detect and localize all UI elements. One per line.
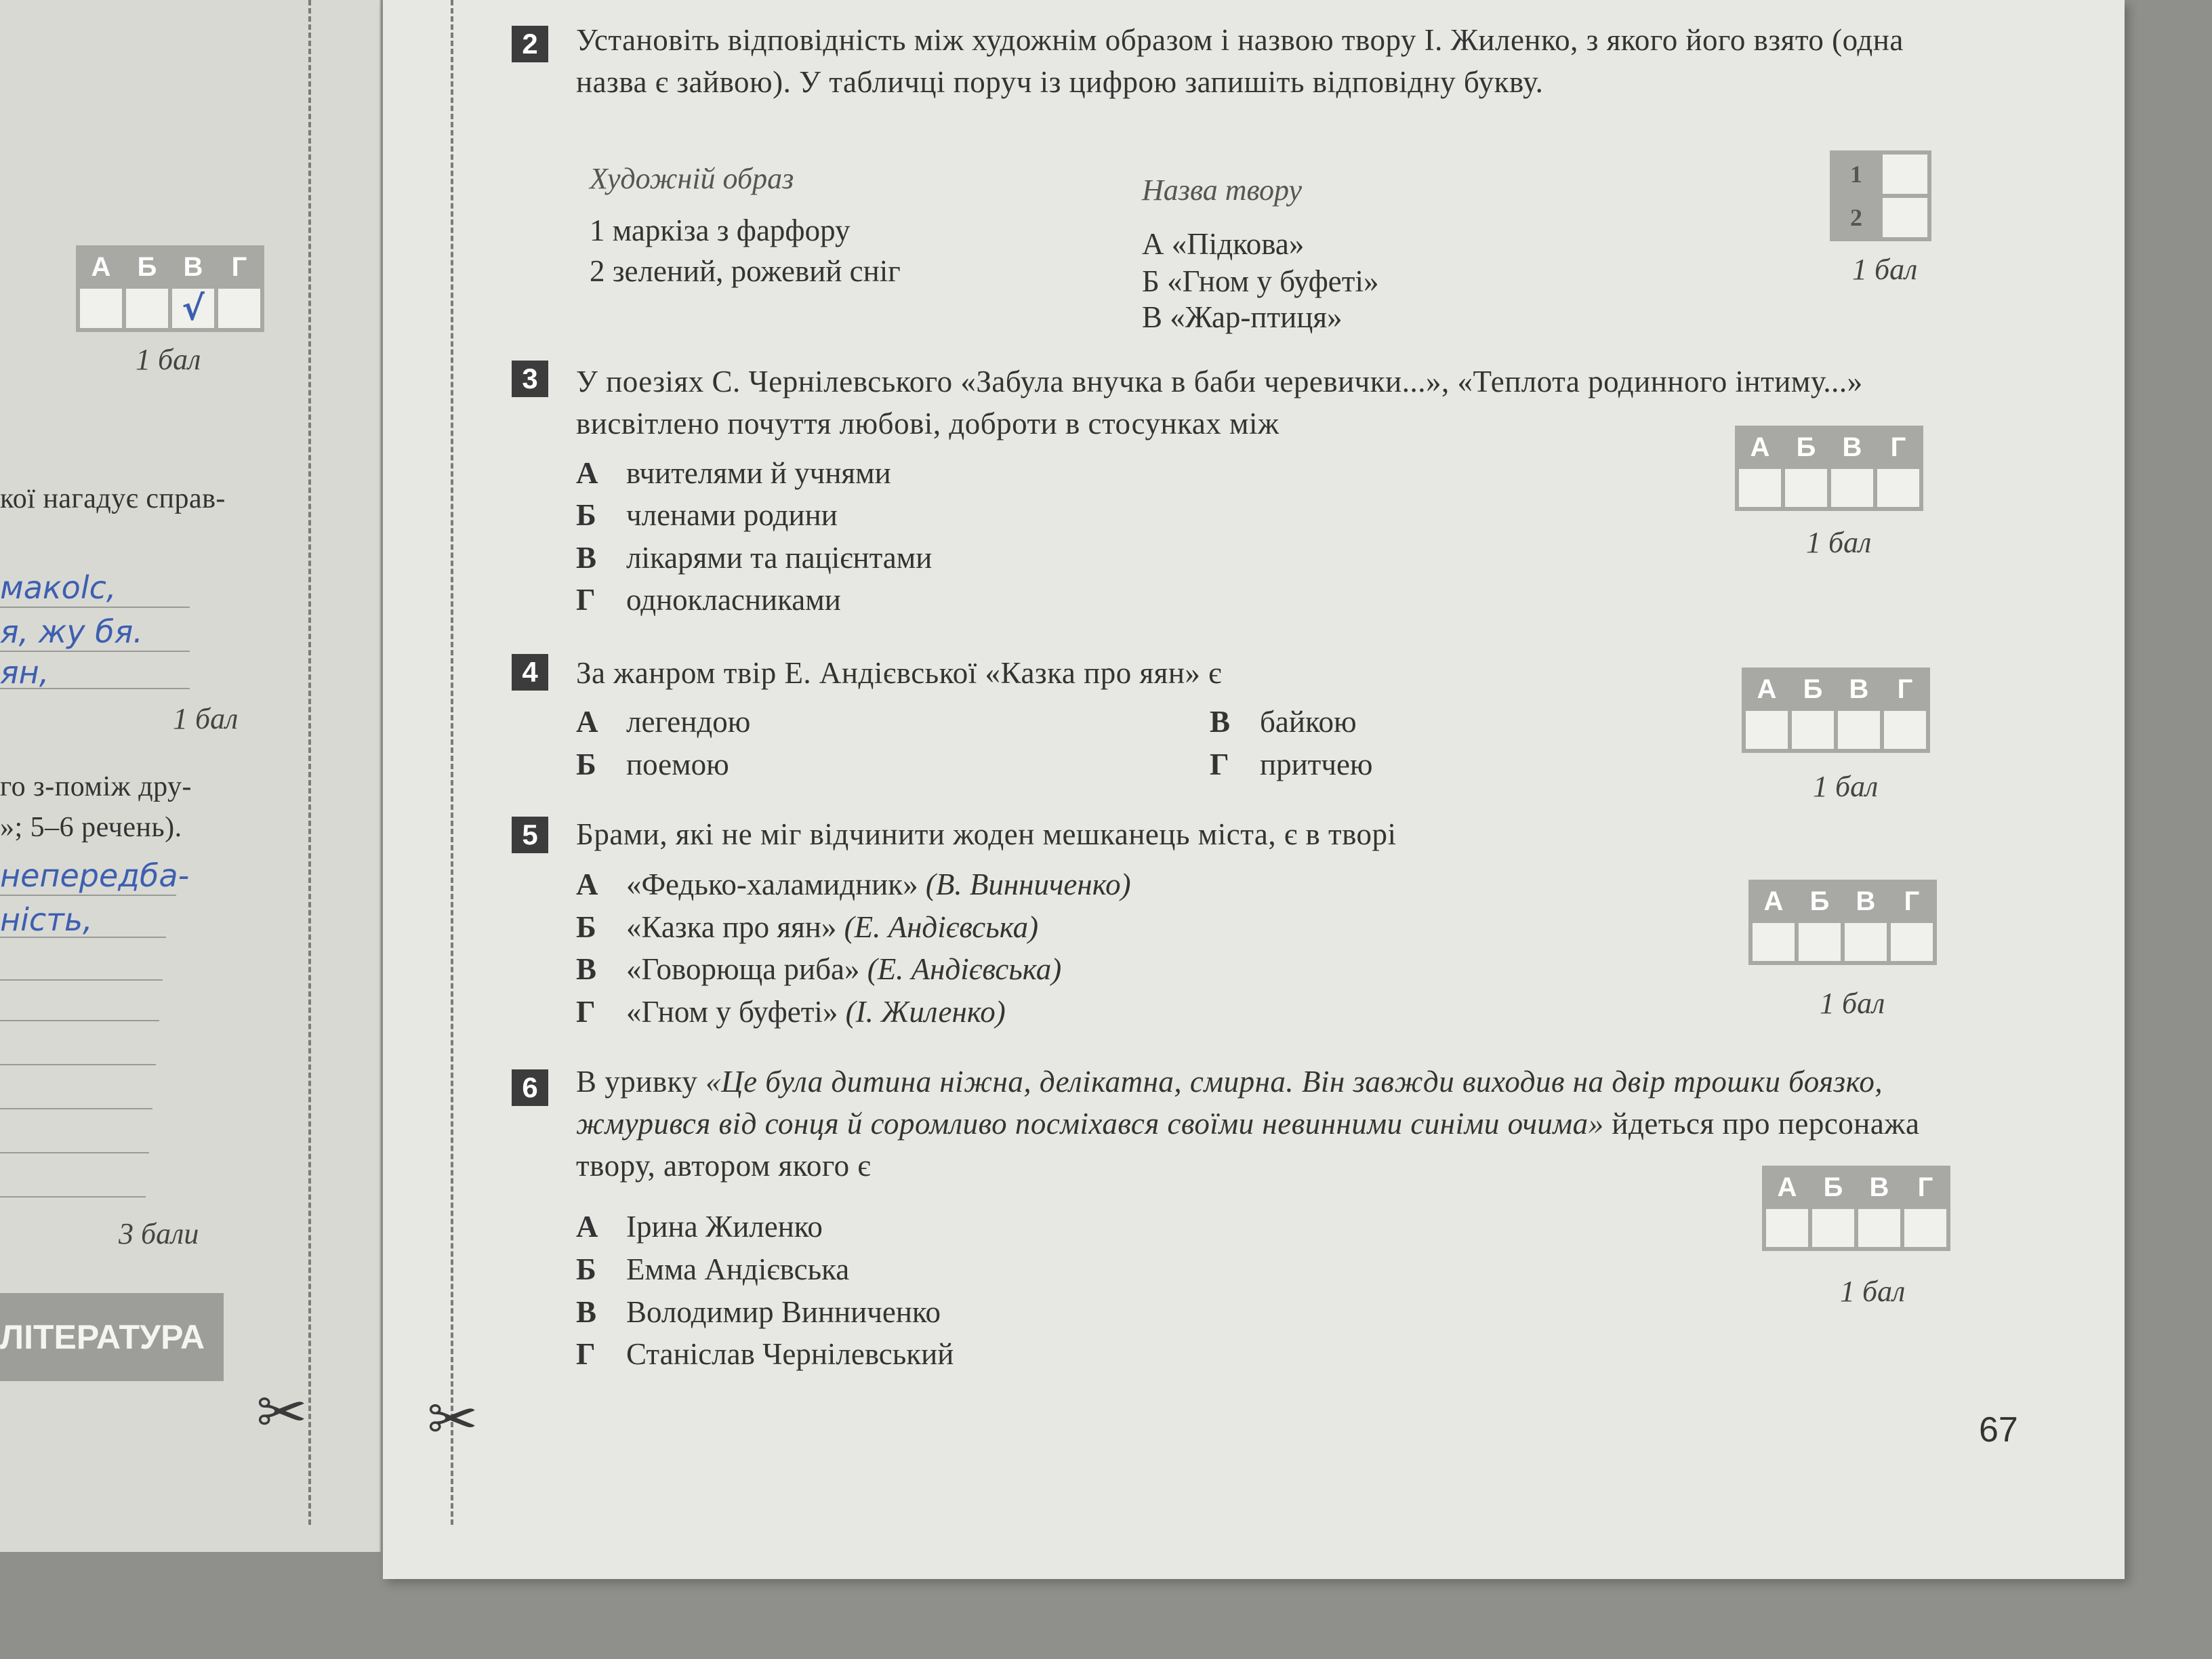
- score-label: 1 бал: [1852, 253, 1918, 286]
- option-a: А «Федько-халамидник» (В. Винниченко): [576, 867, 1131, 901]
- answer-line: [0, 1196, 146, 1197]
- score-label: 1 бал: [1840, 1275, 1906, 1308]
- scissors-icon: ✂: [427, 1384, 478, 1455]
- grid-letter: А: [1737, 428, 1783, 467]
- answer-grid: [1748, 880, 1937, 965]
- match-item: 2 зелений, рожевий сніг: [590, 254, 901, 288]
- text-fragment: го з-поміж дру-: [0, 771, 192, 802]
- option-a: А легендою: [576, 705, 751, 739]
- section-tab: ЛІТЕРАТУРА: [0, 1293, 224, 1381]
- option-a: А вчителями й учнями: [576, 456, 891, 490]
- answer-box[interactable]: [1881, 152, 1929, 196]
- answer-box[interactable]: [1875, 467, 1921, 509]
- score-label: 1 бал: [1813, 770, 1879, 803]
- grid-letter: А: [1764, 1168, 1810, 1207]
- option-g: Г «Гном у буфеті» (І. Жиленко): [576, 995, 1006, 1029]
- match-item: Б «Гном у буфеті»: [1142, 264, 1379, 298]
- answer-box[interactable]: [1783, 467, 1829, 509]
- question-number: 5: [512, 817, 548, 853]
- grid-letter: В: [1836, 670, 1882, 709]
- grid-letter: В: [170, 247, 216, 287]
- text-fragment: кої нагадує справ-: [0, 483, 226, 514]
- question-text: У поезіях С. Чернілевського «Забула внучка в баби черевички...», «Теплота родинного інтиму...» висвітлено почуття любові, доброти в стосунках між: [576, 365, 1863, 441]
- answer-box[interactable]: [1797, 921, 1843, 963]
- answer-box[interactable]: [78, 287, 124, 330]
- grid-letter: Г: [1882, 670, 1928, 709]
- answer-box[interactable]: [1829, 467, 1875, 509]
- text-fragment: »; 5–6 речень).: [0, 812, 182, 843]
- option-v: В байкою: [1210, 705, 1357, 739]
- page-number: 67: [1979, 1410, 2018, 1450]
- grid-letter: Б: [1790, 670, 1836, 709]
- question-number: 3: [512, 361, 548, 397]
- answer-box[interactable]: [1889, 921, 1935, 963]
- answer-line: [0, 1064, 156, 1065]
- answer-grid-left: [76, 245, 264, 332]
- answer-line: [0, 1152, 149, 1153]
- handwritten-line: макоlс,: [0, 569, 117, 606]
- answer-box[interactable]: [124, 287, 170, 330]
- answer-line: [0, 688, 190, 689]
- handwritten-line: непередба-: [0, 857, 190, 894]
- option-g: Г притчею: [1210, 747, 1373, 781]
- grid-row-number: 1: [1832, 152, 1881, 196]
- answer-box[interactable]: [1882, 709, 1928, 751]
- scissors-icon: ✂: [256, 1377, 308, 1448]
- grid-letter: А: [78, 247, 124, 287]
- question-number: 6: [512, 1069, 548, 1106]
- grid-letter: Г: [216, 247, 262, 287]
- answer-grid: [1735, 426, 1923, 511]
- answer-grid: [1762, 1166, 1950, 1251]
- question-text: Установіть відповідність між художнім образом і назвою твору І. Жиленко, з якого його взято (одна назва є зайвою). У табличці поруч із цифрою запишіть відповідну букву.: [576, 23, 1904, 99]
- answer-box[interactable]: [1843, 921, 1889, 963]
- question-number: 2: [512, 26, 548, 62]
- option-a: А Ірина Жиленко: [576, 1210, 823, 1244]
- left-page: [0, 0, 381, 1552]
- answer-line: [0, 1020, 159, 1021]
- question-number: 4: [512, 654, 548, 691]
- match-item: 1 маркіза з фарфору: [590, 213, 851, 247]
- answer-box[interactable]: [1744, 709, 1790, 751]
- option-b: Б членами родини: [576, 498, 838, 532]
- option-g: Г Станіслав Чернілевський: [576, 1337, 954, 1371]
- grid-letter: Г: [1875, 428, 1921, 467]
- answer-box[interactable]: [1750, 921, 1797, 963]
- answer-line: [0, 979, 163, 981]
- check-mark: √: [182, 289, 205, 328]
- answer-box-checked[interactable]: [170, 287, 216, 330]
- right-page: [383, 0, 2125, 1579]
- answer-box[interactable]: [1764, 1207, 1810, 1249]
- score-label: 1 бал: [173, 702, 239, 735]
- answer-line: [0, 1108, 152, 1109]
- cut-line: [308, 0, 311, 1525]
- question-text: В уривку «Це була дитина ніжна, делікатна, смирна. Він завжди виходив на двір трошки боязко, жмурився від сонця й соромливо посміхався своїми невинними синіми очима» йдеться про персонажа твору, автором якого є: [576, 1065, 1920, 1183]
- answer-box[interactable]: [1881, 196, 1929, 239]
- column-heading: Художній образ: [590, 162, 794, 195]
- answer-box[interactable]: [1790, 709, 1836, 751]
- score-label: 1 бал: [136, 343, 201, 376]
- score-label: 3 бали: [119, 1217, 199, 1250]
- answer-box[interactable]: [1856, 1207, 1902, 1249]
- answer-box[interactable]: [1902, 1207, 1948, 1249]
- column-heading: Назва твору: [1142, 173, 1302, 207]
- answer-line: [0, 937, 166, 938]
- option-v: В лікарями та пацієнтами: [576, 541, 933, 575]
- answer-line: [0, 651, 190, 652]
- option-b: Б «Казка про яян» (Е. Андієвська): [576, 910, 1039, 944]
- handwritten-line: я, жу бя.: [0, 613, 143, 650]
- answer-line: [0, 607, 190, 608]
- match-item: А «Підкова»: [1142, 227, 1305, 261]
- matching-answer-grid: [1830, 150, 1931, 241]
- grid-letter: Г: [1902, 1168, 1948, 1207]
- option-g: Г однокласниками: [576, 583, 841, 617]
- grid-letter: А: [1750, 882, 1797, 921]
- grid-letter: В: [1843, 882, 1889, 921]
- quote: «Це була дитина ніжна, делікатна, смирна. Він завжди виходив на двір трошки боязко, жмурився від сонця й соромливо посміхався своїми невинними синіми очима»: [576, 1065, 1883, 1141]
- option-b: Б поемою: [576, 747, 729, 781]
- handwritten-line: ян,: [0, 654, 49, 691]
- score-label: 1 бал: [1806, 526, 1872, 559]
- grid-letter: В: [1829, 428, 1875, 467]
- question-text: Брами, які не міг відчинити жоден мешканець міста, є в творі: [576, 817, 1397, 851]
- grid-row-number: 2: [1832, 196, 1881, 239]
- match-item: В «Жар-птиця»: [1142, 300, 1343, 334]
- handwritten-line: ність,: [0, 901, 93, 938]
- score-label: 1 бал: [1820, 987, 1885, 1020]
- option-b: Б Емма Андієвська: [576, 1252, 850, 1286]
- answer-grid: [1742, 668, 1930, 753]
- answer-line: [0, 895, 176, 896]
- grid-letter: Г: [1889, 882, 1935, 921]
- option-v: В «Говорюща риба» (Е. Андієвська): [576, 952, 1062, 986]
- answer-box[interactable]: [1737, 467, 1783, 509]
- grid-letter: А: [1744, 670, 1790, 709]
- question-text: За жанром твір Е. Андієвської «Казка про яян» є: [576, 656, 1222, 690]
- answer-box[interactable]: [1810, 1207, 1856, 1249]
- grid-letter: Б: [1797, 882, 1843, 921]
- grid-letter: В: [1856, 1168, 1902, 1207]
- option-v: В Володимир Винниченко: [576, 1295, 941, 1329]
- grid-letter: Б: [124, 247, 170, 287]
- cut-line: [451, 0, 453, 1525]
- answer-box[interactable]: [216, 287, 262, 330]
- answer-box[interactable]: [1836, 709, 1882, 751]
- grid-letter: Б: [1810, 1168, 1856, 1207]
- grid-letter: Б: [1783, 428, 1829, 467]
